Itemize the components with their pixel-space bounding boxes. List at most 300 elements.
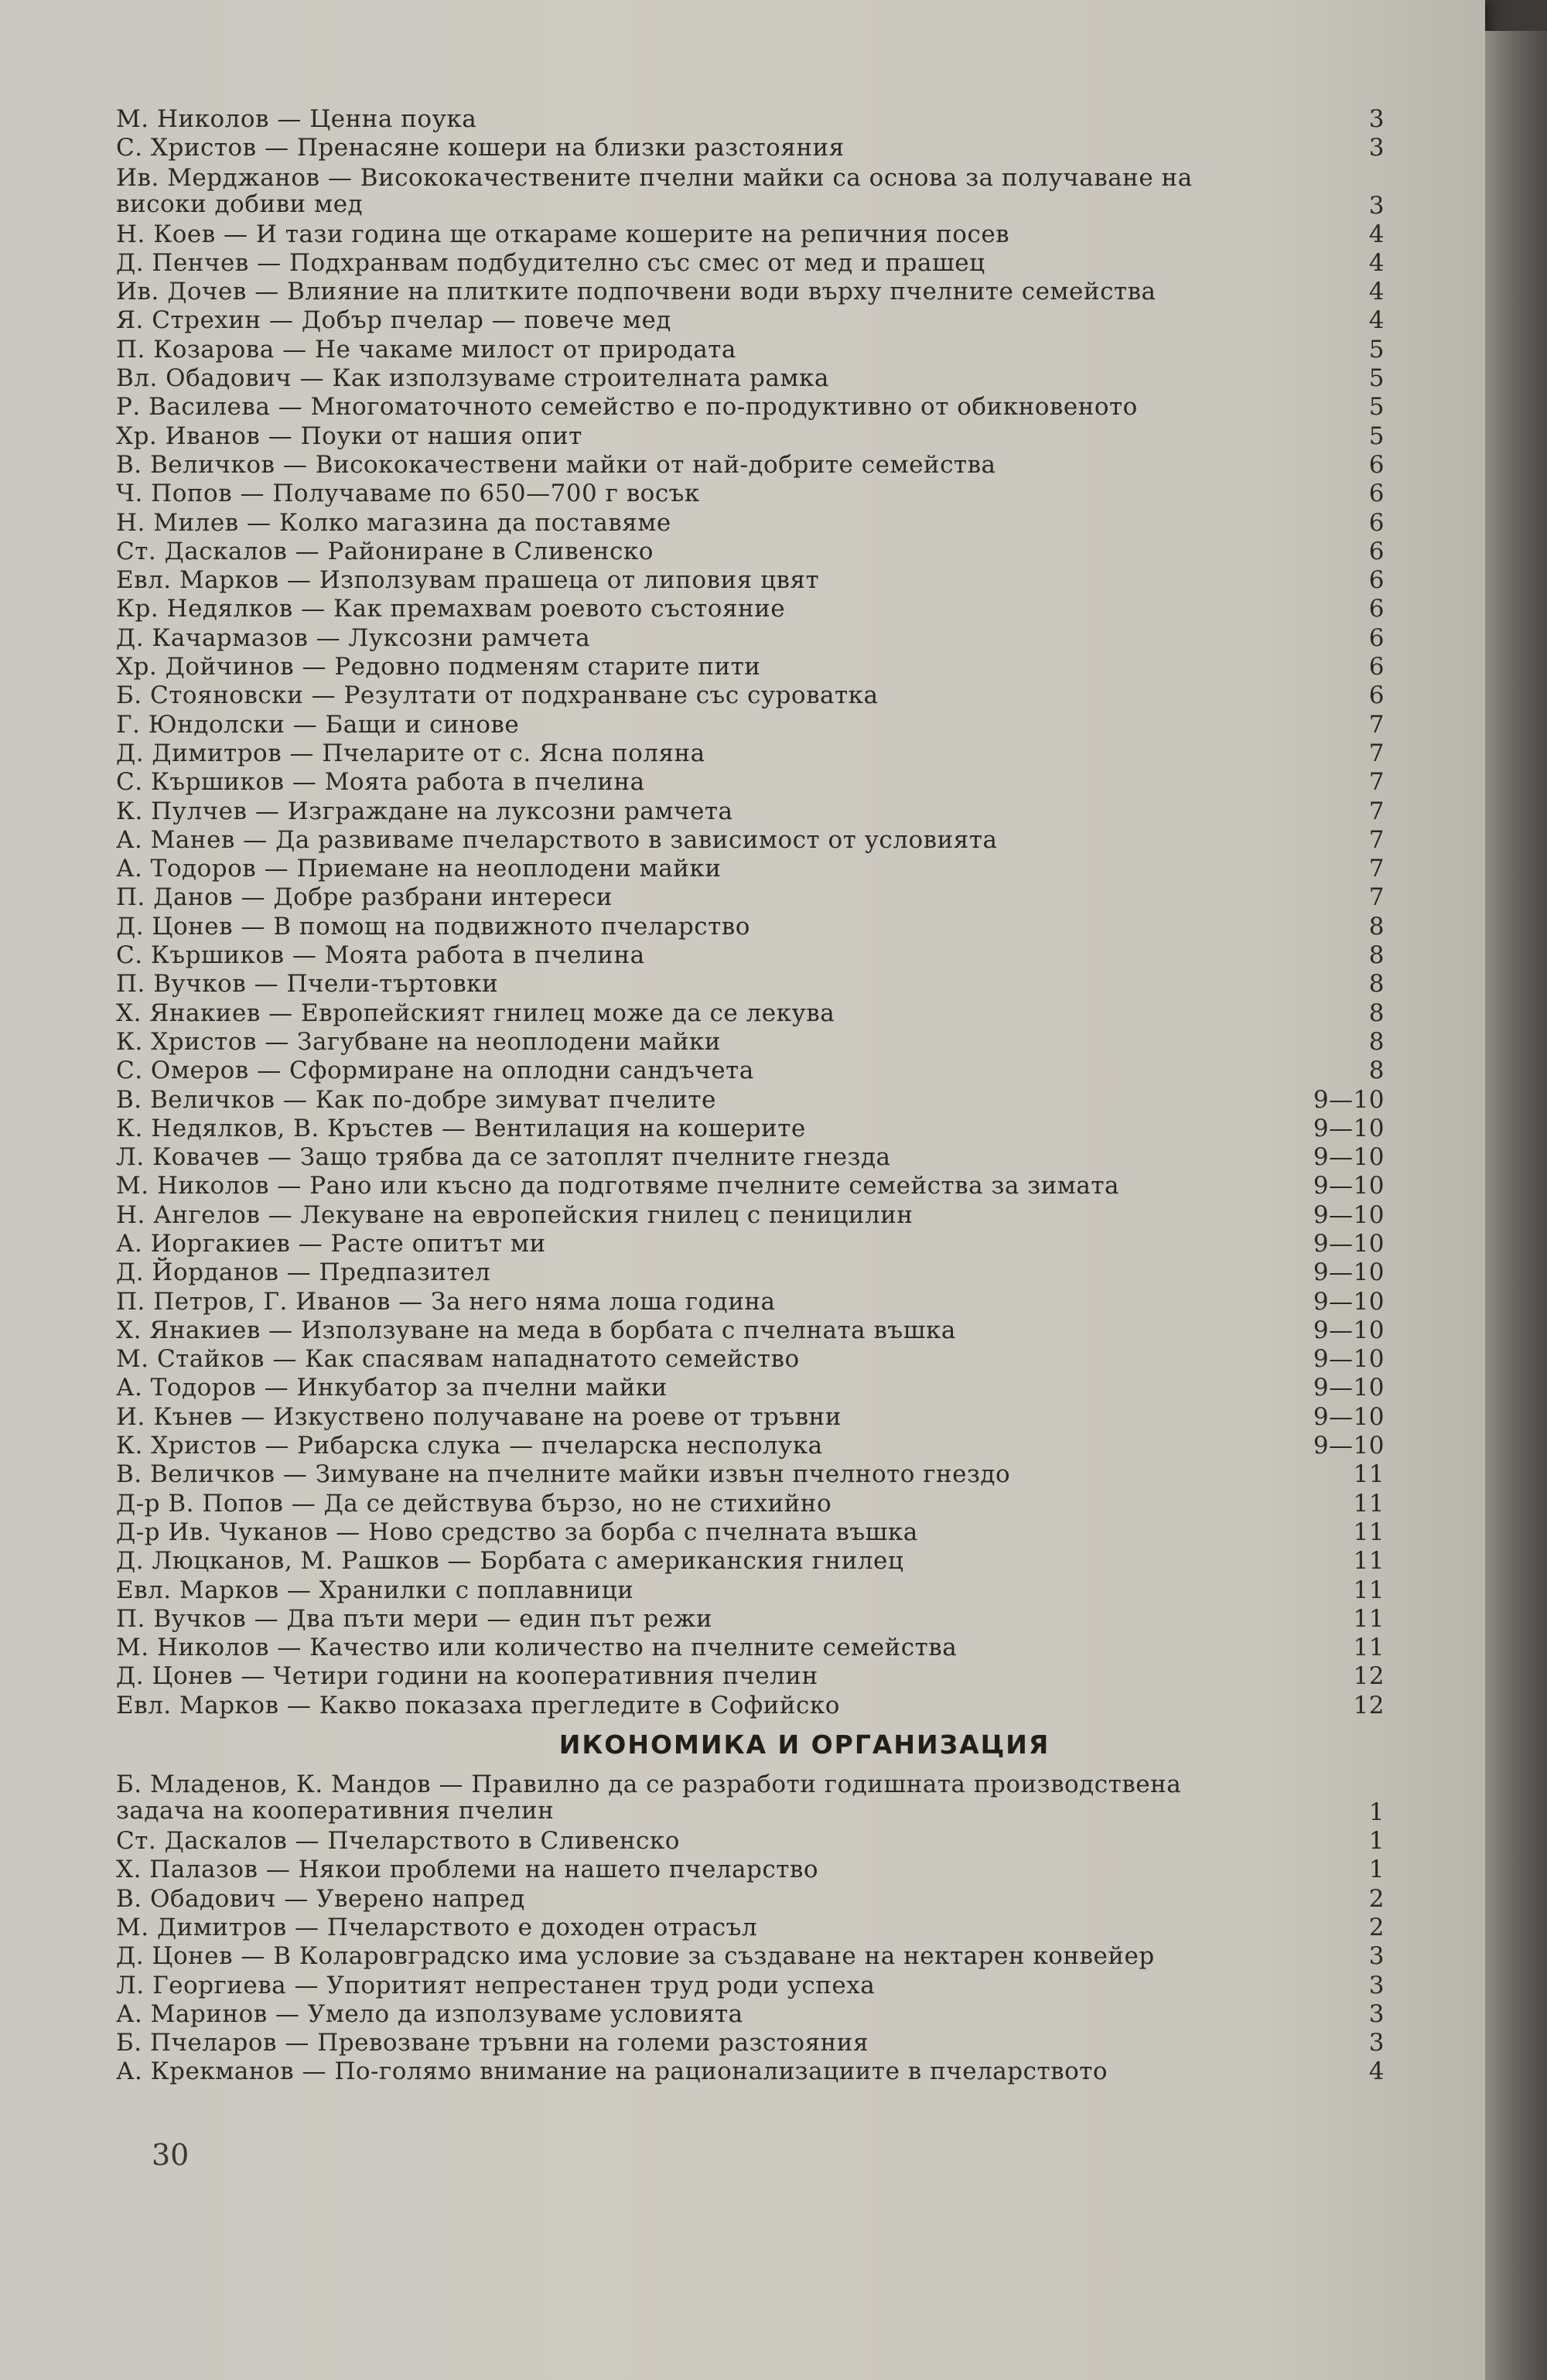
toc-title: Какво показаха прегледите в Софийско <box>319 1691 840 1719</box>
toc-title: Приемане на неоплодени майки <box>296 855 722 883</box>
toc-author: П. Данов <box>116 883 234 912</box>
toc-entry-text <box>116 1662 818 1690</box>
toc-page-number: 9—10 <box>1313 1316 1385 1344</box>
toc-title: Превозване тръвни на големи разстояния <box>317 2029 869 2057</box>
toc-entry-text <box>116 595 785 623</box>
toc-entry <box>116 2057 1385 2086</box>
toc-entry <box>116 2029 1385 2057</box>
toc-entry-text <box>116 278 1156 306</box>
toc-author: К. Христов <box>116 1027 257 1056</box>
toc-title: Сформиране на оплодни сандъчета <box>289 1057 754 1085</box>
toc-title: Как по-добре зимуват пчелите <box>315 1085 716 1114</box>
toc-page-number: 3 <box>1368 1942 1385 1971</box>
toc-title: Пчеларството е доходен отрасъл <box>326 1913 758 1941</box>
toc-separator: — <box>390 1287 432 1316</box>
toc-author: Ст. Даскалов <box>116 537 288 565</box>
toc-entry <box>116 1972 1385 2000</box>
toc-page-number: 6 <box>1368 623 1385 652</box>
toc-author: Х. Палазов <box>116 1856 258 1884</box>
toc-entry-text <box>116 1086 716 1114</box>
toc-entry <box>116 509 1385 538</box>
toc-title: Рано или късно да подготвяме пчелните семейства за зимата <box>309 1172 1119 1200</box>
toc-page-number: 7 <box>1368 768 1385 797</box>
toc-title: Вентилация на кошерите <box>473 1114 806 1142</box>
toc-author: Н. Ангелов <box>116 1200 261 1229</box>
toc-page-number: 11 <box>1353 1634 1385 1662</box>
toc-entry <box>116 1885 1385 1914</box>
toc-entry <box>116 1770 1385 1827</box>
toc-page-number: 9—10 <box>1313 1172 1385 1200</box>
toc-entry-text <box>116 1201 913 1229</box>
toc-author: В. Обадович <box>116 1884 276 1913</box>
toc-page-number: 6 <box>1368 681 1385 710</box>
toc-page-number: 12 <box>1353 1691 1385 1719</box>
toc-entry-text <box>116 1856 818 1883</box>
toc-page-number: 7 <box>1368 855 1385 883</box>
toc-page-number: 3 <box>1368 1999 1385 2028</box>
toc-page-number: 1 <box>1368 1798 1385 1827</box>
toc-title: Пренасяне кошери на близки разстояния <box>296 134 845 162</box>
toc-separator: — <box>319 163 360 192</box>
toc-title: Борбата с американския гнилец <box>480 1547 904 1576</box>
toc-separator: — <box>215 220 256 248</box>
toc-entry-text <box>116 134 845 162</box>
toc-entry-text <box>116 220 1009 248</box>
toc-title: Загубване на неоплодени майки <box>297 1027 721 1056</box>
toc-entry <box>116 883 1385 912</box>
toc-entry-text <box>116 1885 525 1913</box>
toc-entry <box>116 451 1385 480</box>
toc-entry-text <box>116 1634 957 1661</box>
toc-entry-text <box>116 941 645 969</box>
toc-entry-text <box>116 1143 891 1171</box>
toc-title: Пчели-търтовки <box>286 970 499 999</box>
toc-separator: — <box>278 1576 319 1604</box>
toc-author: Б. Стояновски <box>116 681 304 710</box>
toc-page-number: 11 <box>1353 1604 1385 1633</box>
toc-entry <box>116 566 1385 595</box>
toc-separator: — <box>439 1547 480 1576</box>
toc-title: Хранилки с поплавници <box>319 1576 634 1604</box>
toc-page-number: 5 <box>1368 335 1385 364</box>
toc-separator: — <box>275 1460 316 1489</box>
toc-separator: — <box>256 1027 298 1056</box>
toc-entry-text <box>116 1942 1155 1970</box>
toc-author: П. Вучков <box>116 970 247 999</box>
toc-title: Някои проблеми на нашето пчеларство <box>298 1856 818 1884</box>
toc-entry <box>116 1432 1385 1460</box>
toc-entry <box>116 1942 1385 1971</box>
toc-entry <box>116 1057 1385 1085</box>
toc-page-number: 8 <box>1368 912 1385 941</box>
toc-separator: — <box>303 681 344 710</box>
toc-page-number: 3 <box>1368 105 1385 133</box>
toc-title: Упоритият непрестанен труд роди успеха <box>326 1971 876 1999</box>
toc-author: И. Кънев <box>116 1402 233 1431</box>
toc-entry <box>116 336 1385 364</box>
toc-author: С. Кършиков <box>116 941 285 970</box>
toc-title: Лекуване на европейския гнилец с пеницилин <box>300 1200 914 1229</box>
toc-entry-text <box>116 2000 743 2028</box>
toc-entry-text <box>116 1172 1119 1200</box>
toc-separator: — <box>278 566 319 595</box>
toc-title: Подхранвам подбудително със смес от мед и прашец <box>289 248 985 277</box>
toc-separator: — <box>290 1229 331 1258</box>
toc-author: Евл. Марков <box>116 1576 279 1604</box>
toc-entry-text <box>116 1374 668 1402</box>
toc-entry <box>116 364 1385 393</box>
toc-author: Д. Цонев <box>116 1942 234 1971</box>
toc-page-number: 2 <box>1368 1884 1385 1913</box>
toc-author: Б. Пчеларов <box>116 2029 277 2057</box>
toc-entry-text <box>116 1576 633 1604</box>
toc-title: Да развиваме пчеларството в зависимост от условията <box>275 825 998 854</box>
toc-entry-text <box>116 1770 1261 1824</box>
toc-entry <box>116 1288 1385 1316</box>
toc-page-number: 9—10 <box>1313 1432 1385 1460</box>
toc-entry <box>116 826 1385 855</box>
toc-entry <box>116 2000 1385 2029</box>
toc-separator: — <box>260 422 301 450</box>
toc-title: Влияние на плитките подпочвени води върху пчелните семейства <box>287 278 1156 306</box>
toc-page-number: 9—10 <box>1313 1287 1385 1316</box>
toc-author: Х. Янакиев <box>116 999 261 1027</box>
toc-author: В. Величков <box>116 1085 275 1114</box>
toc-title: Четири години на кооперативния пчелин <box>273 1662 818 1691</box>
toc-separator: — <box>233 1942 274 1971</box>
toc-title: За него няма лоша година <box>431 1287 776 1316</box>
toc-entry-text <box>116 1258 490 1286</box>
toc-separator: — <box>294 653 335 681</box>
toc-page-number: 6 <box>1368 450 1385 479</box>
toc-separator: — <box>248 248 289 277</box>
toc-entry <box>116 768 1385 797</box>
toc-author: А. Маринов <box>116 1999 268 2028</box>
toc-entry <box>116 913 1385 941</box>
toc-author: Кр. Недялков <box>116 595 293 623</box>
toc-separator: — <box>246 1604 287 1633</box>
toc-separator: — <box>284 768 325 797</box>
toc-entry <box>116 538 1385 566</box>
toc-author: Д-р Ив. Чуканов <box>116 1518 328 1546</box>
toc-author: Д-р В. Попов <box>116 1489 284 1518</box>
toc-entry <box>116 1634 1385 1662</box>
toc-entry <box>116 1403 1385 1432</box>
toc-title: Изграждане на луксозни рамчета <box>287 797 733 825</box>
toc-page-number: 4 <box>1368 2057 1385 2086</box>
toc-separator: — <box>259 1143 300 1172</box>
toc-page-number: 11 <box>1353 1576 1385 1604</box>
toc-separator: — <box>248 1057 289 1085</box>
toc-author: М. Николов <box>116 1172 269 1200</box>
toc-entry-text <box>116 306 671 334</box>
toc-separator: — <box>232 480 273 508</box>
toc-title: Два пъти мери — един път режи <box>286 1604 713 1633</box>
toc-separator: — <box>278 1691 319 1719</box>
toc-author: П. Петров, Г. Иванов <box>116 1287 391 1316</box>
toc-entry <box>116 624 1385 653</box>
toc-title: В Коларовградско има условие за създаване на нектарен конвейер <box>273 1942 1155 1971</box>
toc-page-number: 9—10 <box>1313 1200 1385 1229</box>
toc-entry-text <box>116 336 736 364</box>
toc-separator: — <box>260 999 302 1027</box>
toc-entry <box>116 1345 1385 1374</box>
toc-entry-text <box>116 624 590 652</box>
toc-title: В помощ на подвижното пчеларство <box>273 912 750 941</box>
toc-author: Д. Йорданов <box>116 1258 279 1287</box>
toc-entry-text <box>116 1972 875 1999</box>
toc-entry-text <box>116 1605 712 1633</box>
toc-entry <box>116 1201 1385 1230</box>
toc-separator: — <box>327 1518 369 1546</box>
toc-author: Евл. Марков <box>116 566 279 595</box>
toc-author: А. Иоргакиев <box>116 1229 291 1258</box>
toc-title: Висококачествени майки от най-добрите семейства <box>315 450 996 479</box>
toc-entry-text <box>116 970 498 998</box>
toc-title: Изкуствено получаване на роеве от тръвни <box>273 1402 842 1431</box>
toc-title: Многоматочното семейство е по-продуктивно от обикновеното <box>310 393 1138 422</box>
toc-page-number: 4 <box>1368 248 1385 277</box>
toc-entry <box>116 739 1385 768</box>
toc-entry <box>116 1258 1385 1287</box>
page-number: 30 <box>152 2138 190 2172</box>
toc-page-number: 5 <box>1368 422 1385 450</box>
toc-title: Ново средство за борба с пчелната въшка <box>368 1518 918 1546</box>
toc-title: Редовно подменям старите пити <box>334 653 761 681</box>
toc-separator: — <box>292 595 333 623</box>
toc-title: Не чакаме милост от природата <box>314 335 736 364</box>
toc-page-number: 3 <box>1368 1971 1385 1999</box>
toc-title: Поуки от нашия опит <box>300 422 582 450</box>
toc-separator: — <box>282 739 323 767</box>
toc-separator: — <box>275 450 316 479</box>
toc-page-number: 9—10 <box>1313 1229 1385 1258</box>
toc-entry-text <box>116 1028 721 1056</box>
toc-entry <box>116 1547 1385 1576</box>
toc-entry-text <box>116 739 705 767</box>
toc-separator: — <box>270 393 311 422</box>
toc-page-number: 2 <box>1368 1913 1385 1941</box>
toc-author: А. Манев <box>116 825 235 854</box>
toc-entry <box>116 941 1385 970</box>
toc-entry-text <box>116 1432 823 1460</box>
toc-author: М. Николов <box>116 105 269 133</box>
toc-list <box>116 1770 1385 2087</box>
toc-entry <box>116 1827 1385 1856</box>
toc-title: Пчеларите от с. Ясна поляна <box>322 739 705 767</box>
toc-entry <box>116 1230 1385 1258</box>
toc-author: С. Христов <box>116 134 257 162</box>
toc-author: Б. Младенов, К. Мандов <box>116 1770 432 1799</box>
toc-author: Ив. Мерджанов <box>116 163 320 192</box>
toc-title: Предпазител <box>319 1258 491 1287</box>
toc-entry-text <box>116 913 750 941</box>
toc-separator: — <box>308 623 349 652</box>
toc-title: Луксозни рамчета <box>348 623 591 652</box>
toc-entry <box>116 797 1385 826</box>
toc-entry <box>116 1692 1385 1720</box>
toc-page-number: 1 <box>1368 1827 1385 1856</box>
toc-entry-text <box>116 1547 903 1575</box>
toc-separator: — <box>292 364 333 393</box>
toc-entry-text <box>116 883 613 911</box>
toc-author: Вл. Обадович <box>116 364 292 393</box>
toc-page-number: 5 <box>1368 364 1385 393</box>
toc-page-number: 6 <box>1368 653 1385 681</box>
toc-author: Л. Георгиева <box>116 1971 287 1999</box>
toc-separator: — <box>286 1971 327 1999</box>
toc-entry-text <box>116 393 1138 421</box>
toc-author: А. Крекманов <box>116 2057 295 2086</box>
toc-author: Д. Димитров <box>116 739 282 767</box>
toc-page-number: 4 <box>1368 278 1385 306</box>
toc-separator: — <box>256 1374 297 1402</box>
toc-author: К. Христов <box>116 1432 257 1460</box>
toc-separator: — <box>233 912 274 941</box>
toc-separator: — <box>431 1770 472 1799</box>
toc-entry <box>116 1856 1385 1884</box>
toc-entry-text <box>116 653 760 681</box>
toc-entry-text <box>116 105 476 133</box>
toc-entry <box>116 855 1385 883</box>
toc-entry <box>116 220 1385 249</box>
toc-title: Инкубатор за пчелни майки <box>296 1374 668 1402</box>
toc-entry-text <box>116 1288 776 1316</box>
toc-author: Ст. Даскалов <box>116 1827 288 1856</box>
toc-separator: — <box>287 1827 328 1856</box>
toc-entry <box>116 249 1385 278</box>
toc-entry <box>116 278 1385 306</box>
toc-author: А. Тодоров <box>116 855 257 883</box>
toc-author: М. Николов <box>116 1634 269 1662</box>
toc-title: Бащи и синове <box>325 710 520 739</box>
toc-separator: — <box>286 1913 327 1941</box>
toc-page-number: 9—10 <box>1313 1345 1385 1374</box>
toc-separator: — <box>269 1634 310 1662</box>
toc-page-number: 3 <box>1368 191 1385 220</box>
toc-author: В. Величков <box>116 450 275 479</box>
toc-author: Д. Пенчев <box>116 248 249 277</box>
toc-page-number: 4 <box>1368 306 1385 335</box>
toc-author: А. Тодоров <box>116 1374 257 1402</box>
toc-entry <box>116 1605 1385 1634</box>
toc-author: Л. Ковачев <box>116 1143 260 1172</box>
toc-entry-text <box>116 999 835 1027</box>
toc-separator: — <box>260 1200 301 1229</box>
toc-separator: — <box>247 797 288 825</box>
toc-title: Моята работа в пчелина <box>324 768 645 797</box>
toc-title: Пчеларството в Сливенско <box>327 1827 680 1856</box>
toc-title: Как използуваме строителната рамка <box>332 364 829 393</box>
toc-entry-text <box>116 855 721 883</box>
toc-page-number: 7 <box>1368 739 1385 767</box>
toc-entry-text <box>116 451 996 479</box>
toc-separator: — <box>283 1489 324 1518</box>
toc-title: И тази година ще откараме кошерите на репичния посев <box>255 220 1010 248</box>
toc-page-number: 4 <box>1368 220 1385 248</box>
toc-separator: — <box>234 825 276 854</box>
toc-title: По-голямо внимание на рационализациите в пчеларството <box>334 2057 1108 2086</box>
toc-page-number: 9—10 <box>1313 1085 1385 1114</box>
toc-separator: — <box>275 1085 316 1114</box>
toc-author: С. Кършиков <box>116 768 285 797</box>
toc-author: Г. Юндолски <box>116 710 285 739</box>
toc-page-number: 3 <box>1368 134 1385 162</box>
toc-entry <box>116 1143 1385 1172</box>
toc-entry-text <box>116 480 700 507</box>
toc-author: Евл. Марков <box>116 1691 279 1719</box>
toc-author: К. Пулчев <box>116 797 248 825</box>
toc-page-number: 7 <box>1368 710 1385 739</box>
toc-page-number: 11 <box>1353 1460 1385 1489</box>
toc-page-number: 3 <box>1368 2029 1385 2057</box>
toc-entry-text <box>116 768 645 796</box>
toc-author: Д. Люцканов, М. Рашков <box>116 1547 440 1576</box>
toc-entry <box>116 1662 1385 1691</box>
toc-entry <box>116 1490 1385 1518</box>
toc-page-number: 1 <box>1368 1856 1385 1884</box>
section-heading: ИКОНОМИКА И ОРГАНИЗАЦИЯ <box>558 1730 1050 1760</box>
toc-separator: — <box>274 335 315 364</box>
toc-page-number: 8 <box>1368 1027 1385 1056</box>
toc-entry <box>116 480 1385 508</box>
toc-page-number: 6 <box>1368 595 1385 623</box>
toc-entry-text <box>116 1460 1010 1488</box>
toc-separator: — <box>238 508 279 537</box>
toc-page-number: 8 <box>1368 1057 1385 1085</box>
toc-page-number: 8 <box>1368 970 1385 999</box>
toc-author: Ив. Дочев <box>116 278 247 306</box>
toc-entry-text <box>116 163 1261 217</box>
toc-entry <box>116 306 1385 335</box>
toc-page-number: 11 <box>1353 1518 1385 1546</box>
toc-page-number: 8 <box>1368 941 1385 970</box>
toc-entry <box>116 1115 1385 1143</box>
toc-entry <box>116 711 1385 739</box>
toc-page-number: 9—10 <box>1313 1114 1385 1142</box>
toc-author: П. Вучков <box>116 1604 247 1633</box>
toc-title: Умело да използуваме условията <box>307 1999 743 2028</box>
toc-entry <box>116 681 1385 710</box>
toc-author: Н. Коев <box>116 220 216 248</box>
toc-entry <box>116 1914 1385 1942</box>
toc-entry-text <box>116 538 654 565</box>
toc-author: Д. Качармазов <box>116 623 309 652</box>
toc-page-number: 7 <box>1368 797 1385 825</box>
book-spine-shadow <box>1485 31 1547 2380</box>
toc-page-number: 5 <box>1368 393 1385 422</box>
toc-page-number: 6 <box>1368 480 1385 508</box>
toc-title: Резултати от подхранване със суроватка <box>343 681 879 710</box>
toc-entry <box>116 970 1385 999</box>
toc-separator: — <box>233 1662 274 1691</box>
toc-title: Райониране в Сливенско <box>327 537 654 565</box>
toc-entry-text <box>116 1914 757 1941</box>
toc-title: Как спасявам нападнатото семейство <box>305 1345 800 1374</box>
toc-entry <box>116 1028 1385 1057</box>
toc-separator: — <box>256 1432 298 1460</box>
toc-entry-text <box>116 1490 832 1518</box>
toc-separator: — <box>261 306 302 335</box>
table-of-contents <box>116 105 1385 2087</box>
toc-title: Как премахвам роевото състояние <box>333 595 786 623</box>
toc-author: Хр. Дойчинов <box>116 653 295 681</box>
toc-page-number: 8 <box>1368 999 1385 1027</box>
toc-page-number: 9—10 <box>1313 1374 1385 1402</box>
toc-entry-text <box>116 2057 1108 2085</box>
toc-title: Добър пчелар — повече мед <box>301 306 671 335</box>
toc-separator: — <box>267 1999 308 2028</box>
